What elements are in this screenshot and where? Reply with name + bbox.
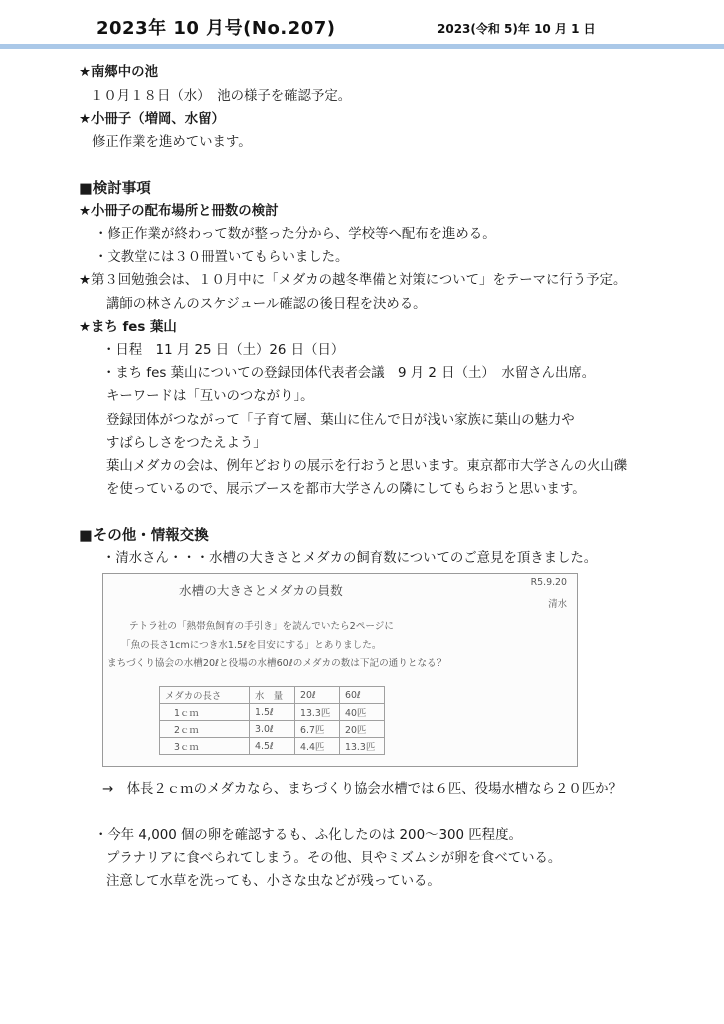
memo-line: 「魚の長さ1cmにつき水1.5ℓを目安にする」とありました。 xyxy=(121,640,382,651)
table-cell: 6.7匹 xyxy=(295,721,340,738)
table-cell: 13.3匹 xyxy=(295,704,340,721)
memo-line: まちづくり協会の水槽20ℓと役場の水槽60ℓのメダカの数は下記の通りとなる？ xyxy=(107,658,447,669)
tank-capacity-conclusion: → 体長２ｃｍのメダカなら、まちづくり協会水槽では６匹、役場水槽なら２０匹か？ xyxy=(102,782,622,797)
table-header-cell: メダカの長さ xyxy=(160,687,250,704)
table-cell: 3.0ℓ xyxy=(250,721,295,738)
table-cell: 2ｃｍ xyxy=(160,721,250,738)
egg-report-3: 注意して水草を洗っても、小さな虫などが残っている。 xyxy=(106,874,441,889)
distribution-note-1: ・修正作業が終わって数が整った分から、学校等へ配布を進める。 xyxy=(94,227,496,242)
festival-keyword: キーワードは「互いのつながり」。 xyxy=(106,389,314,404)
study-session-note: 講師の林さんのスケジュール確認の後日程を決める。 xyxy=(106,297,427,312)
distribution-note-2: ・文教堂には３０冊置いてもらいました。 xyxy=(94,250,349,265)
pond-schedule: １０月１８日（水） 池の様子を確認予定。 xyxy=(90,89,352,104)
festival-theme-1: 登録団体がつながって「子育て層、葉山に住んで日が浅い家族に葉山の魅力や xyxy=(106,413,575,428)
festival-meeting: ・まち fes 葉山についての登録団体代表者会議 9 月 2 日（土） 水留さん出席。 xyxy=(102,366,596,381)
item-distribution-heading: ★小冊子の配布場所と冊数の検討 xyxy=(79,204,279,219)
table-cell: 13.3匹 xyxy=(340,738,385,755)
festival-dates: ・日程 11 月 25 日（土）26 日（日） xyxy=(102,343,345,358)
egg-report-1: ・今年 4,000 個の卵を確認するも、ふ化したのは 200～300 匹程度。 xyxy=(94,828,522,843)
table-cell: 40匹 xyxy=(340,704,385,721)
booklet-status: 修正作業を進めています。 xyxy=(92,135,252,150)
table-cell: 1ｃｍ xyxy=(160,704,250,721)
memo-date: R5.9.20 xyxy=(530,577,567,588)
table-cell: 1.5ℓ xyxy=(250,704,295,721)
egg-report-2: プラナリアに食べられてしまう。その他、貝やミズムシが卵を食べている。 xyxy=(106,851,562,866)
study-session-line: ★第３回勉強会は、１０月中に「メダカの越冬準備と対策について」をテーマに行う予定。 xyxy=(79,273,627,288)
newsletter-header xyxy=(0,0,724,48)
table-header-row xyxy=(160,687,385,704)
festival-exhibit-2: を使っているので、展示ブースを都市大学さんの隣にしてもらおうと思います。 xyxy=(106,482,586,497)
aquarium-memo xyxy=(102,573,578,767)
table-header-cell: 水 量 xyxy=(250,687,295,704)
festival-exhibit-1: 葉山メダカの会は、例年どおりの展示を行おうと思います。東京都市大学さんの火山礫 xyxy=(106,459,628,474)
table-cell: 3ｃｍ xyxy=(160,738,250,755)
table-row xyxy=(160,721,385,738)
shimizu-comment: ・清水さん・・・水槽の大きさとメダカの飼育数についてのご意見を頂きました。 xyxy=(102,551,598,566)
item-booklet-heading: ★小冊子（増岡、水留） xyxy=(79,112,225,127)
item-pond-heading: ★南郷中の池 xyxy=(79,65,158,80)
table-cell: 20匹 xyxy=(340,721,385,738)
fish-count-table xyxy=(159,686,385,755)
issue-date: 2023(令和 5)年 10 月 1 日 xyxy=(437,22,596,36)
memo-title: 水槽の大きさとメダカの員数 xyxy=(179,583,343,598)
festival-theme-2: すばらしさをつたえよう」 xyxy=(106,436,267,451)
header-rule xyxy=(0,44,724,49)
table-header-cell: 20ℓ xyxy=(295,687,340,704)
table-cell: 4.5ℓ xyxy=(250,738,295,755)
item-festival-heading: ★まち fes 葉山 xyxy=(79,320,177,335)
memo-line: テトラ社の「熱帯魚飼育の手引き」を読んでいたら2ページに xyxy=(129,621,394,632)
memo-author: 清水 xyxy=(548,599,567,610)
section-other-info: ■その他・情報交換 xyxy=(79,528,209,544)
table-row xyxy=(160,704,385,721)
issue-title: 2023年 10 月号(No.207) xyxy=(96,18,336,39)
table-cell: 4.4匹 xyxy=(295,738,340,755)
table-header-cell: 60ℓ xyxy=(340,687,385,704)
table-row xyxy=(160,738,385,755)
section-review-items: ■検討事項 xyxy=(79,181,151,197)
